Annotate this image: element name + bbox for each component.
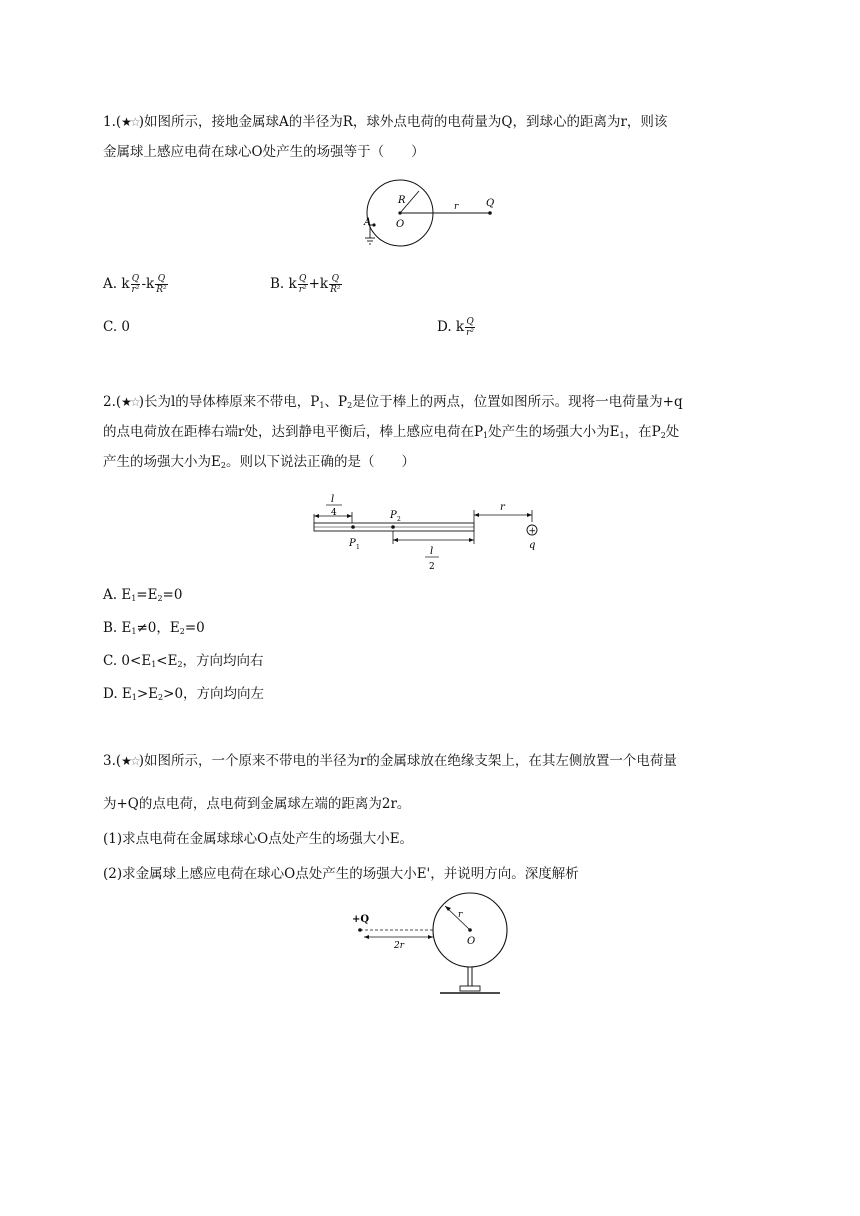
- q1-number: 1.: [103, 114, 116, 130]
- q3-line1: 3.(★☆)如图所示，一个原来不带电的半径为r的金属球放在绝缘支架上，在其左侧放置一个电荷量: [103, 753, 677, 769]
- fraction: $\frac{Q}{\text{r²}}$: [131, 274, 140, 295]
- q2-option-d: D. $E_1>E_2>0$，方向均向左: [103, 686, 265, 702]
- q1-line2: 金属球上感应电荷在球心O处产生的场强等于（ ）: [103, 144, 425, 160]
- difficulty-stars-icon: ★☆: [121, 115, 139, 129]
- svg-text:l: l: [430, 546, 434, 557]
- svg-text:+: +: [528, 526, 537, 537]
- q2-line3: 产生的场强大小为$E_2$。则以下说法正确的是（ ）: [103, 454, 415, 470]
- fraction: $\frac{Q}{\text{r²}}$: [298, 274, 307, 295]
- q1-option-d: D. k $\frac{Q}{\text{r²}}$: [437, 317, 475, 338]
- label-r: r: [458, 910, 463, 920]
- label-R: R: [398, 195, 406, 206]
- svg-text:r: r: [500, 502, 505, 513]
- difficulty-stars-icon: ★☆: [121, 754, 139, 768]
- q1-option-a: A. k $\frac{Q}{\text{r²}}$ -k $\frac{Q}{\text{R²}}$: [103, 274, 167, 295]
- q1-figure: [362, 178, 512, 254]
- q1-line1: 1.(★☆)如图所示，接地金属球A的半径为R，球外点电荷的电荷量为Q，到球心的距离为r，则该: [103, 114, 668, 130]
- q2-line1: 2.(★☆)长为l的导体棒原来不带电，$P_1$、$P_2$是位于棒上的两点，位置如图所示。现将一电荷量为+q: [103, 394, 683, 410]
- q3-subquestion-2: (2)求金属球上感应电荷在球心O点处产生的场强大小E'，并说明方向。深度解析: [103, 866, 579, 882]
- q1-option-c: C. 0: [103, 319, 131, 335]
- label-O: O: [396, 219, 405, 230]
- label-A: A: [364, 217, 372, 228]
- q2-option-b: B. $E_1\ne 0$，$E_2=0$: [103, 620, 205, 636]
- q2-line2: 的点电荷放在距棒右端r处，达到静电平衡后，棒上感应电荷在$P_1$处产生的场强大小为$E_1$，在$P_2$处: [103, 424, 680, 440]
- label-P2: P: [390, 510, 397, 521]
- q3-figure: [348, 892, 518, 1000]
- svg-text:4: 4: [331, 508, 337, 518]
- label-2r: 2r: [394, 941, 405, 951]
- svg-text:1: 1: [356, 544, 360, 551]
- fraction: $\frac{Q}{\text{R²}}$: [156, 274, 167, 295]
- fraction: $\frac{Q}{\text{R²}}$: [330, 274, 341, 295]
- q3-subquestion-1: (1)求点电荷在金属球球心O点处产生的场强大小E。: [103, 831, 414, 847]
- q1-option-b: B. k $\frac{Q}{\text{r²}}$ +k $\frac{Q}{\text{R²}}$: [270, 274, 341, 295]
- svg-text:q: q: [529, 540, 536, 551]
- q3-line2: 为+Q的点电荷，点电荷到金属球左端的距离为2r。: [103, 796, 411, 812]
- svg-text:l: l: [331, 494, 335, 505]
- label-O: O: [467, 936, 476, 947]
- q2-option-c: C. $0<E_1<E_2$，方向均向右: [103, 653, 264, 669]
- label-plus-Q: +Q: [352, 914, 370, 925]
- svg-text:2: 2: [397, 516, 401, 523]
- fraction: $\frac{Q}{\text{r²}}$: [466, 317, 475, 338]
- q2-option-a: A. $E_1=E_2=0$: [103, 587, 183, 603]
- q2-figure: [306, 488, 556, 578]
- label-r: r: [454, 202, 459, 212]
- svg-text:2: 2: [429, 562, 435, 572]
- difficulty-stars-icon: ★☆: [121, 395, 139, 409]
- label-Q: Q: [486, 198, 495, 209]
- label-P1: P: [349, 538, 356, 549]
